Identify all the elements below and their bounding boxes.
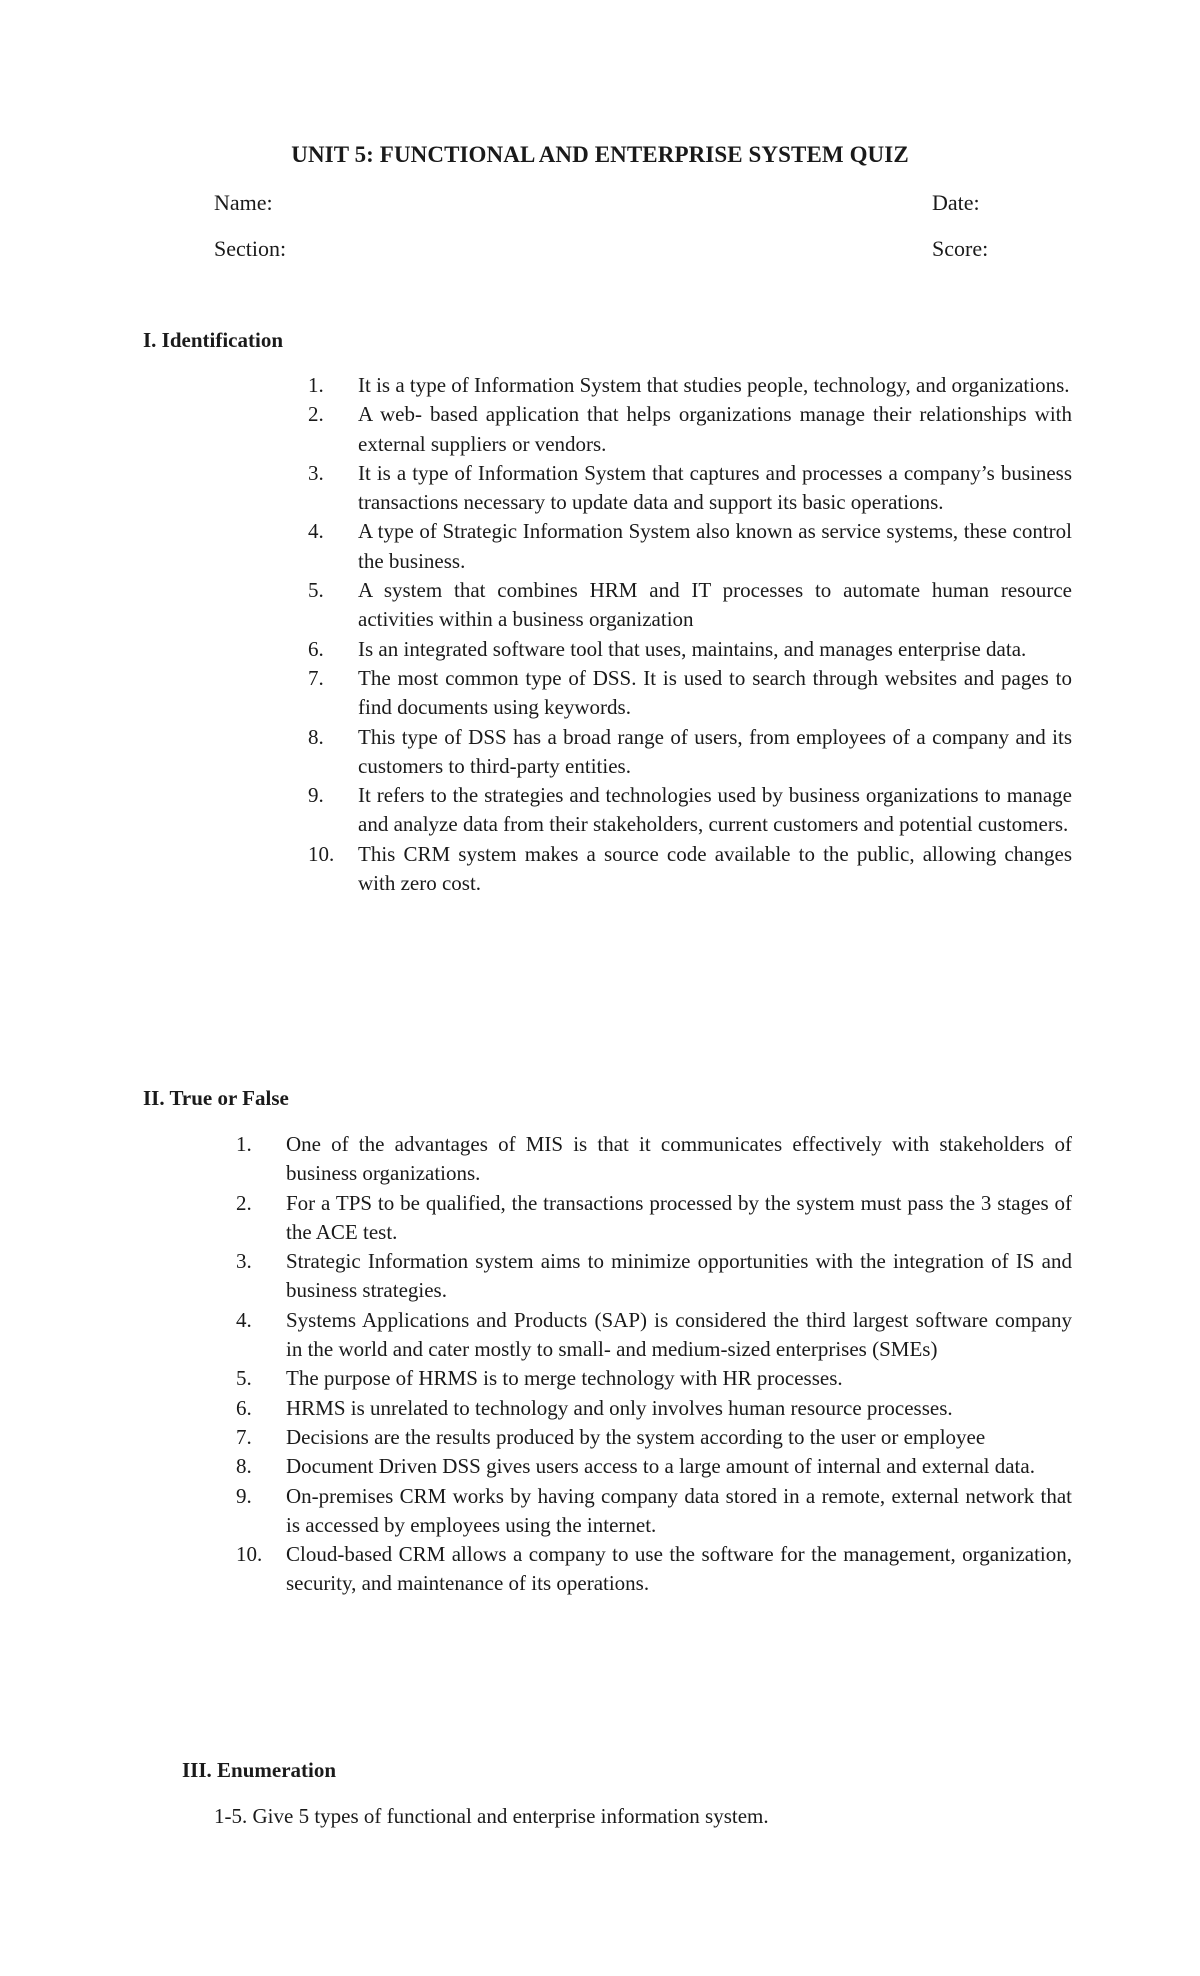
item-number: 7.	[308, 665, 324, 690]
true-false-item-3	[236, 1247, 1072, 1306]
item-text: Decisions are the results produced by the system according to the user or employee	[286, 1424, 986, 1449]
item-number: 10.	[308, 841, 335, 866]
item-number: 2.	[236, 1190, 252, 1215]
enumeration-heading: III. Enumeration	[182, 1758, 337, 1782]
identification-list	[308, 371, 1072, 898]
item-number: 3.	[308, 460, 324, 485]
item-number: 7.	[236, 1424, 252, 1449]
item-text: Is an integrated software tool that uses, maintains, and manages enterprise data.	[358, 636, 1027, 661]
item-number: 4.	[236, 1307, 252, 1332]
section-label: Section:	[214, 236, 287, 261]
true-false-item-7	[236, 1423, 1072, 1452]
score-label: Score:	[932, 236, 989, 261]
item-text: It refers to the strategies and technologies used by business organizations to manage and analyze data from their stakeholders, current customers and potential customers.	[358, 783, 1072, 837]
date-label: Date:	[932, 190, 980, 215]
name-label: Name:	[214, 190, 273, 215]
true-false-item-6	[236, 1394, 1072, 1423]
item-text: Cloud-based CRM allows a company to use the software for the management, organization, security, and maintenance of its operations.	[286, 1542, 1072, 1596]
true-false-item-5	[236, 1364, 1072, 1393]
item-number: 2.	[308, 402, 324, 427]
identification-item-2	[308, 400, 1072, 459]
true-false-heading: II. True or False	[143, 1086, 289, 1110]
item-text: On-premises CRM works by having company data stored in a remote, external network that is accessed by employees using the internet.	[286, 1483, 1072, 1537]
item-text: One of the advantages of MIS is that it communicates effectively with stakeholders of business organizations.	[286, 1132, 1072, 1186]
item-text: A type of Strategic Information System also known as service systems, these control the business.	[358, 519, 1072, 573]
true-false-item-8	[236, 1452, 1072, 1481]
true-false-item-10	[236, 1540, 1072, 1599]
identification-item-7	[308, 664, 1072, 723]
item-number: 6.	[236, 1395, 252, 1420]
page-title: UNIT 5: FUNCTIONAL AND ENTERPRISE SYSTEM QUIZ	[291, 142, 909, 167]
item-number: 6.	[308, 636, 324, 661]
item-text: It is a type of Information System that studies people, technology, and organizations.	[358, 373, 1070, 397]
enumeration-instruction: 1-5. Give 5 types of functional and enterprise information system.	[214, 1804, 769, 1828]
item-number: 1.	[308, 373, 324, 397]
item-number: 9.	[308, 783, 324, 808]
identification-item-3	[308, 459, 1072, 518]
item-text: A web- based application that helps organizations manage their relationships with external suppliers or vendors.	[358, 402, 1072, 456]
item-text: This type of DSS has a broad range of users, from employees of a company and its customers to third-party entities.	[358, 724, 1072, 778]
item-text: It is a type of Information System that captures and processes a company’s business transactions necessary to update data and support its basic operations.	[358, 460, 1072, 515]
identification-heading: I. Identification	[143, 328, 284, 352]
item-number: 3.	[236, 1249, 252, 1274]
item-text: Systems Applications and Products (SAP) is considered the third largest software company in the world and cater mostly to small- and medium-sized enterprises (SMEs)	[286, 1307, 1072, 1362]
item-text: For a TPS to be qualified, the transactions processed by the system must pass the 3 stages of the ACE test.	[286, 1190, 1072, 1244]
identification-item-8	[308, 723, 1072, 782]
item-text: HRMS is unrelated to technology and only involves human resource processes.	[286, 1395, 953, 1420]
true-false-item-2	[236, 1189, 1072, 1248]
true-false-item-4	[236, 1306, 1072, 1365]
item-number: 8.	[236, 1454, 252, 1479]
true-false-list	[236, 1130, 1072, 1599]
identification-item-1	[308, 371, 1072, 400]
identification-item-9	[308, 781, 1072, 840]
item-text: This CRM system makes a source code available to the public, allowing changes with zero cost.	[358, 841, 1072, 896]
item-text: The most common type of DSS. It is used to search through websites and pages to find documents using keywords.	[358, 665, 1072, 720]
item-number: 8.	[308, 724, 324, 749]
item-number: 9.	[236, 1483, 252, 1508]
item-number: 1.	[236, 1132, 252, 1156]
identification-item-6	[308, 635, 1072, 664]
true-false-item-9	[236, 1482, 1072, 1541]
item-number: 10.	[236, 1542, 263, 1567]
identification-item-10	[308, 840, 1072, 899]
item-text: A system that combines HRM and IT processes to automate human resource activities within a business organization	[358, 578, 1072, 632]
item-text: Strategic Information system aims to minimize opportunities with the integration of IS and business strategies.	[286, 1249, 1072, 1303]
item-number: 4.	[308, 519, 324, 544]
item-text: Document Driven DSS gives users access to a large amount of internal and external data.	[286, 1454, 1035, 1479]
item-number: 5.	[236, 1366, 252, 1391]
identification-item-5	[308, 576, 1072, 635]
identification-item-4	[308, 517, 1072, 576]
item-text: The purpose of HRMS is to merge technology with HR processes.	[286, 1366, 843, 1391]
item-number: 5.	[308, 578, 324, 603]
true-false-item-1	[236, 1130, 1072, 1189]
